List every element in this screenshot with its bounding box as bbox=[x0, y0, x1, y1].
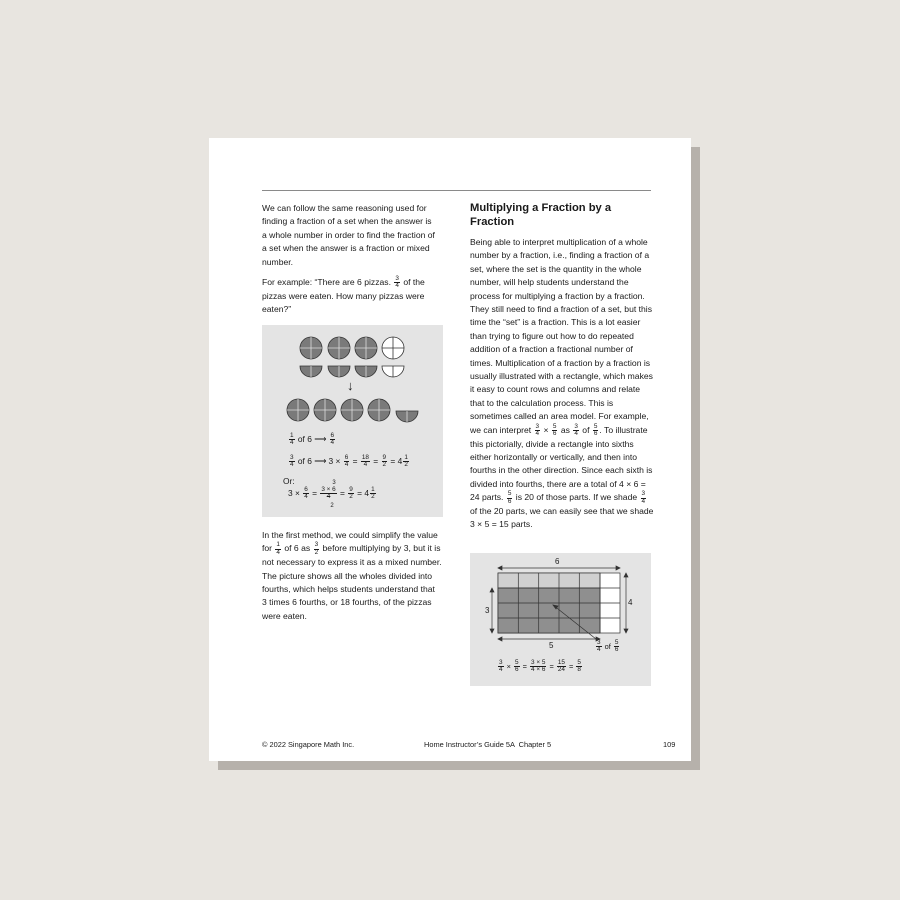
method-paragraph: In the first method, we could simplify the value for $\frac{1}{4}$ of 6 as $\frac{3}{2}$ before multiplying by 3, but it is not necessary to express it as a mixed number. The picture shows all the wholes divided into fourths, which helps students understand that 3 times 6 fourths, or 18 fourths, of the pizzas were eaten. bbox=[262, 530, 442, 621]
body-paragraph: Being able to interpret multiplication of a whole number by a fraction, i.e., finding a fraction of a set, where the set is the quantity in the whole number, will help students understand the process for multiplying a fraction by a fraction. They still need to find a fraction of a set, but this time the “set” is a fraction. This is a lot easier than trying to figure out how to do repeated addition of a fraction a fractional number of times. Multiplication of a fraction by a fraction is usually illustrated with a rectangle, which makes it easy to count rows and columns and relate that to the calculation process. This is sometimes called an area model. For example, we can interpret $\frac{3}{4}$ × $\frac{5}{6}$ as $\frac{3}{4}$ of $\frac{5}{6}$ . To illustrate this pictorially, divide a rectangle into sixths either horizontally or vertically, and then into fourths in the other direction. Since each sixth is divided into fourths, there are a total of 4 × 6 = 24 parts. $\frac{5}{6}$ is 20 of those parts. If we shade $\frac{3}{4}$ of the 20 parts, we can easily see that we shade 3 × 5 = 15 parts. bbox=[470, 237, 654, 530]
down-arrow: ↓ bbox=[347, 378, 354, 393]
callout-label: $\frac{3}{4}$ of $\frac{5}{6}$ bbox=[597, 639, 619, 654]
area-model-equation: $\frac{3}{4}$ × $\frac{5}{6}$ = $\frac{3 \times 5}{4 \times 6}$ = $\frac{15}{24}$ = $\frac{5}{8}$ bbox=[499, 659, 581, 674]
or-label: Or: bbox=[283, 476, 295, 486]
intro-paragraph: We can follow the same reasoning used for finding a fraction of a set when the answer is a whole number in order to find the fraction of a set when the answer is a fraction or mixed number. bbox=[262, 203, 435, 267]
example-fraction: $\frac{3}{4}$ bbox=[395, 275, 399, 290]
section-heading: Multiplying a Fraction by a Fraction bbox=[470, 202, 612, 228]
equation-2: $\frac{3}{4}$ of 6 ⟶ 3 × $\frac{6}{4}$ = $\frac{18}{4}$ = $\frac{9}{2}$ = 4 $\frac{1}{2}$ bbox=[290, 454, 408, 469]
book-page bbox=[209, 138, 691, 761]
top-rule bbox=[262, 190, 651, 191]
top-dimension-label: 6 bbox=[555, 557, 560, 566]
left-dimension-label: 3 bbox=[485, 606, 490, 615]
equation-1: $\frac{1}{4}$ of 6 ⟶ $\frac{6}{4}$ bbox=[290, 432, 335, 447]
area-model-figure bbox=[470, 553, 651, 686]
pizza-figure bbox=[262, 325, 443, 517]
example-paragraph: For example: “There are 6 pizzas. $\frac{3}{4}$ of the pizzas were eaten. How many pizzas were eaten?” bbox=[262, 275, 425, 315]
equation-3: 3 × $\frac{6}{4}$ = 3 $\frac{3 \times 6}{4}$ 2 = $\frac{9}{2}$ = 4 $\frac{1}{2}$ bbox=[288, 480, 375, 509]
page-number: 109 bbox=[663, 740, 676, 749]
right-dimension-label: 4 bbox=[628, 598, 633, 607]
bottom-dimension-label: 5 bbox=[549, 641, 554, 650]
footer-copyright: © 2022 Singapore Math Inc. bbox=[262, 740, 355, 749]
footer-title: Home Instructor’s Guide 5A Chapter 5 bbox=[424, 740, 552, 749]
